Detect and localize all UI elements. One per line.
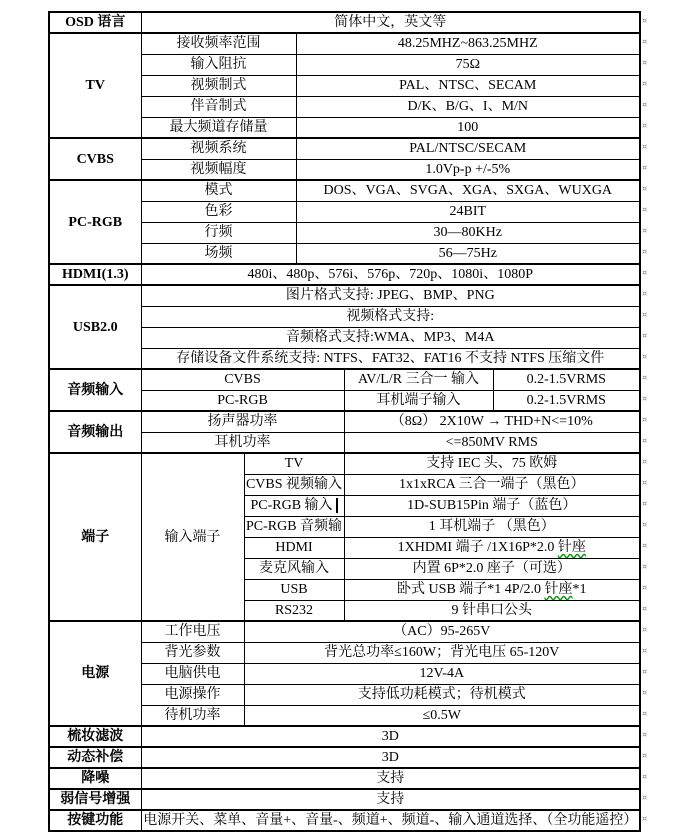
- cell-text: PC-RGB 输入: [250, 498, 333, 513]
- cell-text: （8Ω） 2X10W → THD+N<=10%: [390, 414, 593, 430]
- section-label-cell: [49, 789, 141, 810]
- row-end-marker-icon: ¤: [642, 163, 648, 172]
- row-end-marker-icon: ¤: [642, 562, 648, 571]
- spec-value-cell: [296, 96, 640, 117]
- cell-text: 支持: [376, 771, 405, 786]
- row-end-marker-icon: ¤: [642, 352, 648, 361]
- cell-text: HDMI: [275, 540, 313, 555]
- spec-value-cell: [296, 75, 640, 96]
- spec-label-cell: [244, 600, 344, 621]
- spec-label-cell: [141, 180, 296, 201]
- cell-text: 电脑供电: [164, 666, 221, 681]
- section-label-cell: [49, 726, 141, 747]
- row-end-marker-icon: ¤: [642, 436, 648, 445]
- cell-text: 音频输入: [67, 382, 124, 398]
- cell-text: 0.2-1.5VRMS: [526, 392, 606, 408]
- spec-value-cell: [493, 390, 640, 411]
- spec-label-cell: [344, 369, 493, 390]
- cell-text: 音频格式支持:WMA、MP3、M4A: [286, 330, 495, 345]
- row-end-marker-icon: ¤: [642, 814, 648, 823]
- spec-value-cell: [141, 726, 640, 747]
- cell-text: 伴音制式: [190, 99, 247, 114]
- cell-text: 音频输出: [67, 424, 124, 440]
- cell-text: 最大频道存储量: [169, 119, 268, 135]
- spec-value-cell: [244, 705, 640, 726]
- table-row: [49, 285, 640, 306]
- row-end-marker-icon: ¤: [642, 499, 648, 508]
- spec-label-cell: [141, 663, 244, 684]
- cell-text: HDMI(1.3): [62, 267, 129, 282]
- cell-text: 动态补偿: [67, 750, 124, 765]
- spec-label-cell: [244, 516, 344, 537]
- cell-text: 480i、480p、576i、576p、720p、1080i、1080P: [247, 267, 533, 282]
- row-end-marker-icon: ¤: [642, 37, 648, 46]
- row-end-marker-icon: ¤: [642, 793, 648, 802]
- spec-label-cell: [141, 243, 296, 264]
- table-row: [49, 138, 640, 159]
- table-row: [49, 411, 640, 432]
- row-end-marker-icon: ¤: [642, 310, 648, 319]
- cell-text: <=850MV RMS: [445, 434, 538, 450]
- cell-text: 支持 IEC 头、75 欧姆: [426, 456, 558, 472]
- spec-label-cell: [141, 684, 244, 705]
- section-label-cell: [49, 369, 141, 411]
- row-end-marker-icon: ¤: [642, 709, 648, 718]
- spec-label-cell: [244, 495, 344, 516]
- table-row: [49, 726, 640, 747]
- cell-text: 3D: [381, 729, 399, 744]
- spec-value-cell: [244, 642, 640, 663]
- cell-text: 接收频率范围: [176, 36, 261, 52]
- cell-text: OSD 语言: [65, 15, 126, 30]
- spec-value-cell: [296, 180, 640, 201]
- spec-label-cell: [141, 705, 244, 726]
- table-row: [49, 369, 640, 390]
- section-label-cell: [49, 621, 141, 726]
- spec-value-cell: [344, 432, 640, 453]
- spec-value-cell: [344, 600, 640, 621]
- cell-text: 梳妆滤波: [67, 729, 124, 744]
- spec-value-cell: [493, 369, 640, 390]
- cell-text: 麦克风输入: [259, 561, 329, 576]
- spec-label-cell: [141, 453, 244, 621]
- cell-text: 简体中文，英文等: [334, 15, 447, 30]
- table-row: [49, 33, 640, 54]
- section-label-cell: [49, 264, 141, 285]
- spec-table: [48, 11, 641, 832]
- spec-table-body: [49, 12, 640, 831]
- spellcheck-wavy-text: 针座: [557, 540, 586, 555]
- spec-value-cell: [141, 348, 640, 369]
- table-row: [49, 180, 640, 201]
- cell-text: 降噪: [81, 771, 110, 786]
- spec-value-cell: [344, 453, 640, 474]
- cell-text: 卧式 USB 端子*1 4P/2.0: [397, 582, 545, 597]
- row-end-marker-icon: ¤: [642, 184, 648, 193]
- section-label-cell: [49, 453, 141, 621]
- cell-text: 100: [457, 119, 479, 135]
- section-label-cell: [49, 768, 141, 789]
- cell-text: PC-RGB: [68, 214, 123, 230]
- spec-value-cell: [296, 117, 640, 138]
- section-label-cell: [49, 810, 141, 831]
- spec-label-cell: [141, 222, 296, 243]
- spec-value-cell: [141, 306, 640, 327]
- spec-value-cell: [296, 138, 640, 159]
- section-label-cell: [49, 12, 141, 33]
- row-end-marker-icon: ¤: [642, 751, 648, 760]
- spec-value-cell: [296, 159, 640, 180]
- cell-text: 视频幅度: [190, 161, 247, 177]
- cell-text: 按键功能: [67, 813, 124, 828]
- cell-text: 弱信号增强: [60, 792, 131, 807]
- row-end-marker-icon: ¤: [642, 667, 648, 676]
- spec-value-cell: [296, 54, 640, 75]
- spec-value-cell: [296, 243, 640, 264]
- cell-text: PC-RGB: [217, 392, 268, 408]
- cell-text: CVBS: [224, 372, 261, 388]
- cell-text: USB2.0: [72, 319, 118, 335]
- spec-label-cell: [141, 159, 296, 180]
- row-end-marker-icon: ¤: [642, 688, 648, 697]
- cell-text: USB: [280, 582, 308, 597]
- cell-text: 模式: [204, 183, 233, 199]
- cell-text: PC-RGB 音频输: [245, 519, 343, 534]
- cell-text: 存储设备文件系统支持: NTFS、FAT32、FAT16 不支持 NTFS 压缩文件: [176, 350, 605, 366]
- spec-value-cell: [296, 222, 640, 243]
- row-end-marker-icon: ¤: [642, 583, 648, 592]
- table-row: [49, 453, 640, 474]
- table-row: [49, 747, 640, 768]
- cell-text: 1XHDMI 端子 /1X16P*2.0: [397, 540, 558, 555]
- spec-label-cell: [141, 75, 296, 96]
- cell-text: 色彩: [204, 204, 233, 219]
- spec-label-cell: [141, 138, 296, 159]
- row-end-marker-icon: ¤: [642, 478, 648, 487]
- spec-value-cell: [141, 264, 640, 285]
- cell-text: 输入端子: [164, 529, 221, 545]
- spec-value-cell: [344, 537, 640, 558]
- spec-label-cell: [141, 96, 296, 117]
- cell-text: 视频系统: [190, 141, 247, 157]
- spec-value-cell: [296, 33, 640, 54]
- row-end-marker-icon: ¤: [642, 226, 648, 235]
- spec-label-cell: [244, 579, 344, 600]
- section-label-cell: [49, 747, 141, 768]
- cell-text: *1: [572, 582, 587, 597]
- cell-text: PAL/NTSC/SECAM: [409, 141, 527, 157]
- row-end-marker-icon: ¤: [642, 646, 648, 655]
- cell-text: 1.0Vp-p +/-5%: [425, 161, 511, 177]
- cell-text: 电源开关、菜单、音量+、音量-、频道+、频道-、输入通道选择、（全功能遥控）: [143, 813, 638, 828]
- cell-text: 0.2-1.5VRMS: [526, 372, 606, 388]
- cell-text: 待机功率: [164, 707, 221, 723]
- row-end-marker-icon: ¤: [642, 247, 648, 256]
- row-end-marker-icon: ¤: [642, 79, 648, 88]
- table-row: [49, 768, 640, 789]
- cell-text: 9 针串口公头: [451, 602, 533, 618]
- cell-text: 30—80KHz: [433, 225, 502, 240]
- spec-value-cell: [141, 789, 640, 810]
- spec-value-cell: [141, 12, 640, 33]
- spec-label-cell: [141, 201, 296, 222]
- cell-text: 56—75Hz: [438, 245, 497, 261]
- cell-text: 24BIT: [449, 204, 487, 219]
- spec-value-cell: [141, 747, 640, 768]
- cell-text: PAL、NTSC、SECAM: [399, 78, 537, 93]
- cell-text: 支持低功耗模式；待机模式: [357, 687, 526, 702]
- spec-value-cell: [344, 516, 640, 537]
- row-end-marker-icon: ¤: [642, 415, 648, 424]
- spec-value-cell: [344, 495, 640, 516]
- cell-text: 输入阻抗: [190, 57, 247, 72]
- spec-value-cell: [344, 579, 640, 600]
- text-caret-icon: [336, 498, 338, 513]
- cell-text: 内置 6P*2.0 座子（可选）: [412, 561, 571, 576]
- section-label-cell: [49, 411, 141, 453]
- spec-value-cell: [296, 201, 640, 222]
- row-end-marker-icon: ¤: [642, 100, 648, 109]
- row-end-marker-icon: ¤: [642, 16, 648, 25]
- cell-text: AV/L/R 三合一 输入: [357, 372, 480, 388]
- row-end-marker-icon: ¤: [642, 457, 648, 466]
- row-end-marker-icon: ¤: [642, 58, 648, 67]
- cell-text: CVBS: [76, 151, 114, 167]
- spellcheck-wavy-text: 针座: [544, 582, 573, 597]
- spec-label-cell: [244, 453, 344, 474]
- spec-label-cell: [141, 33, 296, 54]
- cell-text: 电源: [81, 666, 110, 681]
- section-label-cell: [49, 180, 141, 264]
- cell-text: 3D: [381, 750, 399, 765]
- cell-text: 1x1xRCA 三合一端子（黑色）: [399, 477, 585, 492]
- row-end-marker-icon: ¤: [642, 142, 648, 151]
- cell-text: 1 耳机端子 （黑色）: [428, 519, 555, 534]
- cell-text: 耳机端子输入: [376, 392, 461, 408]
- spec-label-cell: [141, 54, 296, 75]
- cell-text: 12V-4A: [419, 666, 465, 681]
- cell-text: 48.25MHZ~863.25MHZ: [397, 36, 538, 52]
- row-end-marker-icon: ¤: [642, 541, 648, 550]
- row-end-marker-icon: ¤: [642, 730, 648, 739]
- spec-value-cell: [141, 327, 640, 348]
- table-row: [49, 621, 640, 642]
- cell-text: DOS、VGA、SVGA、XGA、SXGA、WUXGA: [323, 183, 613, 199]
- row-end-marker-icon: ¤: [642, 121, 648, 130]
- cell-text: ≤0.5W: [422, 707, 461, 723]
- section-label-cell: [49, 285, 141, 369]
- row-end-marker-icon: ¤: [642, 604, 648, 613]
- spec-value-cell: [244, 663, 640, 684]
- spec-label-cell: [141, 369, 344, 390]
- spec-label-cell: [244, 558, 344, 579]
- cell-text: 电源操作: [164, 687, 221, 702]
- table-row: [49, 789, 640, 810]
- spec-label-cell: [244, 474, 344, 495]
- spec-value-cell: [244, 621, 640, 642]
- spec-label-cell: [344, 390, 493, 411]
- row-end-marker-icon: ¤: [642, 772, 648, 781]
- cell-text: 1D-SUB15Pin 端子（蓝色）: [407, 498, 577, 513]
- cell-text: D/K、B/G、I、M/N: [407, 99, 529, 114]
- cell-text: 视频制式: [190, 78, 247, 93]
- row-end-marker-icon: ¤: [642, 520, 648, 529]
- spec-label-cell: [141, 390, 344, 411]
- cell-text: 支持: [376, 792, 405, 807]
- cell-text: 75Ω: [455, 57, 480, 72]
- section-label-cell: [49, 138, 141, 180]
- spec-value-cell: [344, 474, 640, 495]
- cell-text: 端子: [81, 529, 110, 545]
- cell-text: TV: [284, 456, 304, 472]
- row-end-marker-icon: ¤: [642, 373, 648, 382]
- cell-text: （AC）95-265V: [393, 624, 491, 640]
- section-label-cell: [49, 33, 141, 138]
- spec-label-cell: [141, 621, 244, 642]
- cell-text: 视频格式支持:: [346, 309, 435, 324]
- cell-text: CVBS 视频输入: [245, 477, 343, 492]
- row-end-marker-icon: ¤: [642, 394, 648, 403]
- row-end-marker-icon: ¤: [642, 625, 648, 634]
- row-end-marker-icon: ¤: [642, 268, 648, 277]
- cell-text: TV: [85, 78, 105, 93]
- cell-text: 工作电压: [164, 624, 221, 640]
- table-row: [49, 12, 640, 33]
- cell-text: 背光总功率≤160W；背光电压 65-120V: [324, 645, 560, 660]
- cell-text: 场频: [204, 245, 233, 261]
- table-row: [49, 264, 640, 285]
- spec-value-cell: [141, 810, 640, 831]
- cell-text: 行频: [204, 225, 233, 240]
- spec-label-cell: [141, 642, 244, 663]
- row-end-marker-icon: ¤: [642, 331, 648, 340]
- spec-value-cell: [344, 558, 640, 579]
- row-end-marker-icon: ¤: [642, 289, 648, 298]
- spec-label-cell: [141, 117, 296, 138]
- spec-value-cell: [141, 285, 640, 306]
- spec-value-cell: [344, 411, 640, 432]
- spec-value-cell: [244, 684, 640, 705]
- cell-text: 扬声器功率: [207, 414, 278, 430]
- spec-label-cell: [141, 411, 344, 432]
- row-end-marker-icon: ¤: [642, 205, 648, 214]
- spec-label-cell: [141, 432, 344, 453]
- cell-text: 图片格式支持: JPEG、BMP、PNG: [285, 288, 495, 304]
- cell-text: 耳机功率: [214, 434, 271, 450]
- cell-text: 背光参数: [164, 645, 221, 660]
- spec-value-cell: [141, 768, 640, 789]
- table-row: [49, 810, 640, 831]
- cell-text: RS232: [274, 602, 314, 618]
- spec-label-cell: [244, 537, 344, 558]
